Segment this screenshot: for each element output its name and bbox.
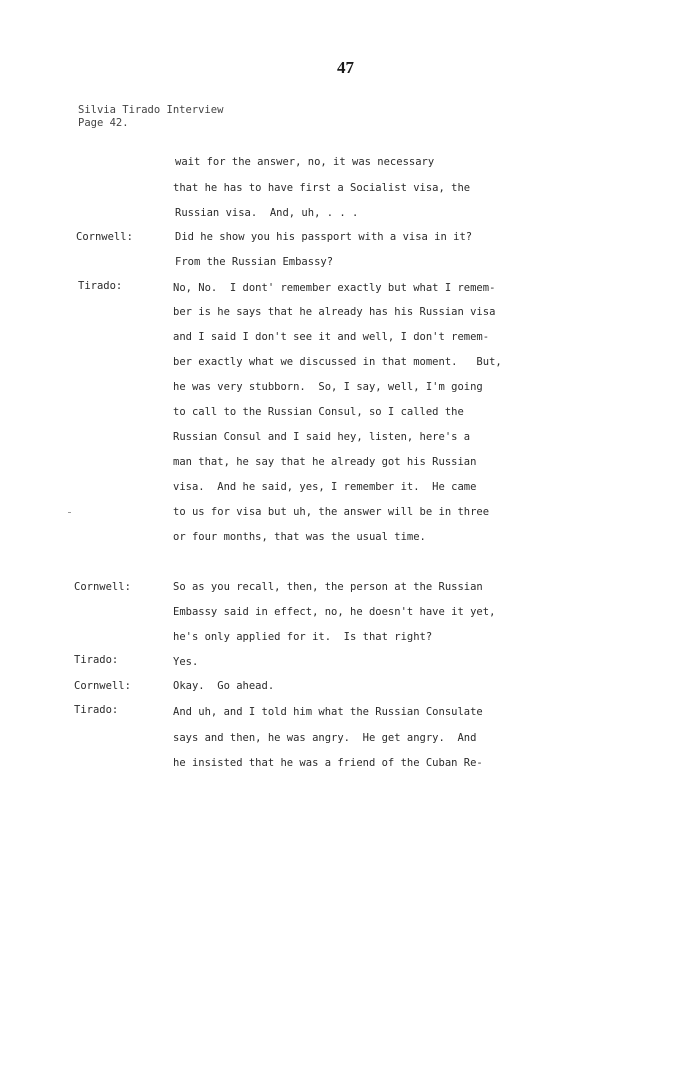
document-header [78, 104, 223, 130]
transcript-line: Did he show you his passport with a visa in it? [175, 231, 473, 243]
transcript-line: And uh, and I told him what the Russian Consulate [173, 706, 483, 718]
transcript-line: Embassy said in effect, no, he doesn't have it yet, [173, 606, 496, 618]
speaker-label: Cornwell: [74, 581, 131, 593]
transcript-line: visa. And he said, yes, I remember it. He came [173, 481, 477, 493]
transcript-line: or four months, that was the usual time. [173, 531, 426, 543]
transcript-line: ber is he says that he already has his Russian visa [173, 306, 496, 318]
speaker-label: Tirado: [78, 280, 123, 292]
transcript-line: Yes. [173, 656, 199, 668]
transcript-line: man that, he say that he already got his Russian [173, 456, 477, 468]
transcript-line: No, No. I dont' remember exactly but what I remem- [173, 282, 496, 294]
speaker-label: Tirado: [74, 654, 119, 666]
transcript-line: he's only applied for it. Is that right? [173, 631, 433, 643]
transcript-line: he insisted that he was a friend of the Cuban Re- [173, 757, 483, 769]
transcript-line: So as you recall, then, the person at the Russian [173, 581, 483, 593]
transcript-line: Russian visa. And, uh, . . . [175, 207, 359, 219]
transcript-line: that he has to have first a Socialist visa, the [173, 182, 471, 194]
transcript-line: to call to the Russian Consul, so I called the [173, 406, 464, 418]
transcript-line: he was very stubborn. So, I say, well, I'm going [173, 381, 483, 393]
transcript-line: ber exactly what we discussed in that moment. But, [173, 356, 502, 368]
transcript-line: and I said I don't see it and well, I don't remem- [173, 331, 490, 343]
transcript-line: Russian Consul and I said hey, listen, here's a [173, 431, 471, 443]
transcript-line: wait for the answer, no, it was necessary [175, 156, 435, 168]
stray-mark [68, 512, 71, 513]
transcript-line: says and then, he was angry. He get angry. And [173, 732, 477, 744]
header-title: Silvia Tirado Interview [78, 104, 224, 116]
speaker-label: Cornwell: [74, 680, 131, 692]
speaker-label: Tirado: [74, 704, 119, 716]
transcript-line: From the Russian Embassy? [175, 256, 334, 268]
transcript-line: Okay. Go ahead. [173, 680, 275, 692]
page-number: 47 [337, 58, 354, 77]
speaker-label: Cornwell: [76, 231, 133, 243]
header-page: Page 42. [78, 117, 129, 129]
transcript-line: to us for visa but uh, the answer will be in three [173, 506, 490, 518]
